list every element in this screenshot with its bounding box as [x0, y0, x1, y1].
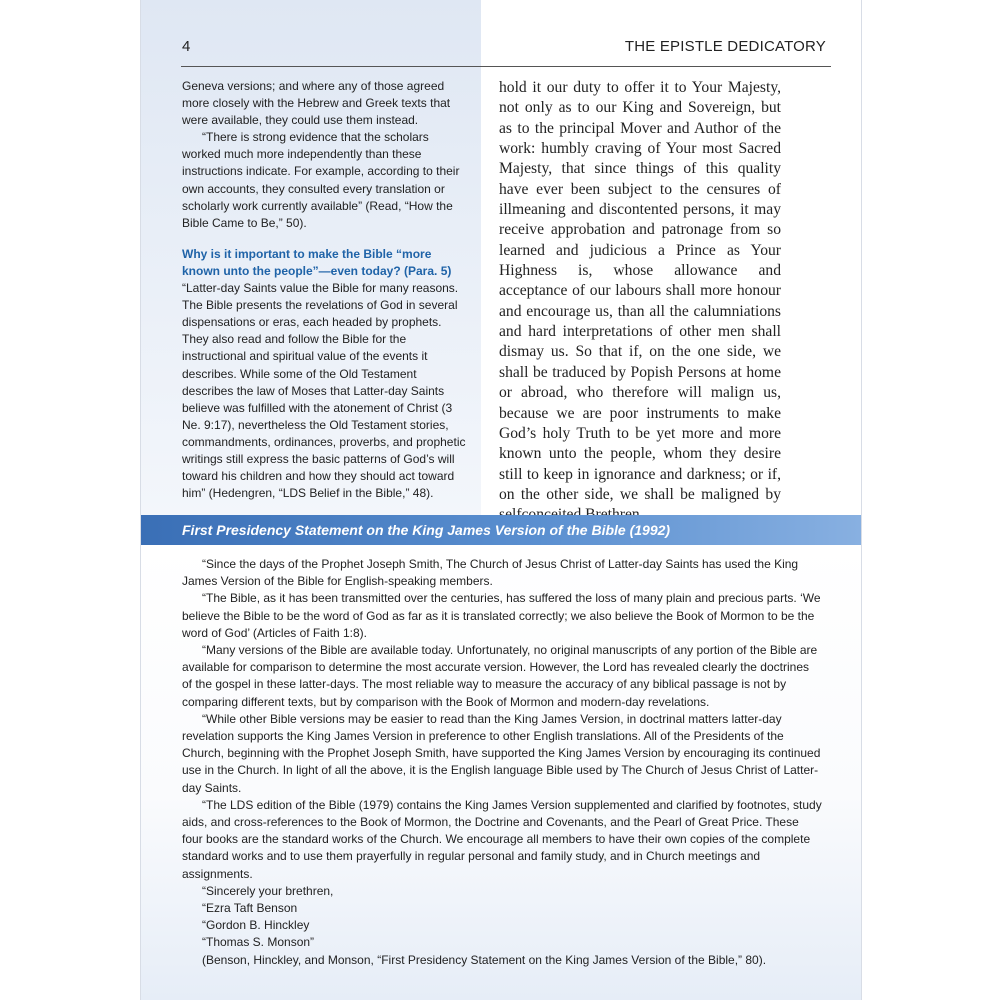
statement-title: First Presidency Statement on the King James Version of the Bible (1992) [182, 522, 671, 538]
commentary-column [182, 78, 467, 502]
running-head: THE EPISTLE DEDICATORY [624, 38, 826, 55]
commentary-question-paragraph [182, 246, 467, 502]
statement-body [182, 556, 822, 969]
question-heading: Why is it important to make the Bible “more known unto the people”—even today? (Para. 5) [182, 246, 452, 278]
statement-signature: “Ezra Taft Benson [202, 901, 298, 916]
statement-signature: “Gordon B. Hinckley [202, 918, 310, 933]
book-page [140, 0, 862, 1000]
statement-signoff: “Sincerely your brethren, [202, 883, 334, 898]
commentary-paragraph: Geneva versions; and where any of those agreed more closely with the Hebrew and Greek texts that were available, they could use them instead. [182, 79, 451, 128]
statement-paragraph: “The LDS edition of the Bible (1979) contains the King James Version supplemented and clarified by footnotes, study aids, and cross-references to the Book of Mormon, the Doctrine and Covenants, and the Pearl of Great Price. These four books are the standard works of the Church. We encourage all members to have their own copies of the complete standard works and to use them prayerfully in regular personal and family study, and in Church meetings and assignments. [182, 797, 822, 881]
statement-paragraph: “Many versions of the Bible are available today. Unfortunately, no original manuscripts of any portion of the Bible are available for comparison to determine the most accurate version. However, the Lord has revealed clearly the doctrines of the gospel in these latter-days. The most reliable way to measure the accuracy of any biblical passage is not by comparing different texts, but by comparison with the Book of Mormon and modern-day revelations. [182, 643, 818, 709]
statement-paragraph: “Since the days of the Prophet Joseph Smith, The Church of Jesus Christ of Latter-day Saints has used the King James Version of the Bible for English-speaking members. [182, 557, 799, 589]
statement-paragraph: “While other Bible versions may be easier to read than the King James Version, in doctrinal matters latter-day revelation supports the King James Version in preference to other English translations. All of the Presidents of the Church, beginning with the Prophet Joseph Smith, have supported the King James Version by encouraging its continued use in the Church. In light of all the above, it is the English language Bible used by The Church of Jesus Christ of Latter-day Saints. [182, 711, 821, 795]
scripture-text-column [499, 78, 781, 526]
statement-paragraph: “The Bible, as it has been transmitted over the centuries, has suffered the loss of many plain and precious parts. ‘We believe the Bible to be the word of God as far as it is translated correctly; we also believe the Book of Mormon to be the word of God’ (Articles of Faith 1:8). [182, 591, 821, 640]
statement-banner [141, 515, 861, 545]
epistle-text: hold it our duty to offer it to Your Majesty, not only as to our King and Sovereign, but as to the principal Mover and Author of the work: humbly craving of Your most Sacred Majesty, that since things of this quality have ever been subject to the censures of illmeaning and discontented persons, it may receive approbation and patronage from so learned and judicious a Prince as Your Highness is, whose allowance and acceptance of our labours shall more honour and encourage us, than all the calumniations and hard interpretations of other men shall dismay us. So that if, on the one side, we shall be traduced by Popish Persons at home or abroad, who therefore will malign us, because we are poor instruments to make God’s holy Truth to be yet more and more known unto the people, whom they desire still to keep in ignorance and darkness; or if, on the other side, we shall be maligned by [499, 79, 781, 503]
statement-signature: “Thomas S. Monson” [202, 935, 315, 950]
commentary-paragraph: “There is strong evidence that the scholars worked much more independently than these instructions indicate. For example, according to their own accounts, they consulted every translation or scholarly work currently available” (Read, “How the Bible Came to Be,” 50). [182, 130, 460, 230]
header-rule [181, 66, 831, 67]
question-answer: “Latter-day Saints value the Bible for many reasons. The Bible presents the revelations of God in several dispensations or eras, each headed by prophets. They also read and follow the Bible for the instructional and spiritual value of the events it describes. While some of the Old Testament describes the law of Moses that Latter-day Saints believe was fulfilled with the atonement of Christ (3 Ne. 9:17), nevertheless the Old Testament stories, commandments, ordinances, proverbs, and prophetic writings still express the basic patterns of God’s will toward his children and how they should act toward him” (Hedengren, “LDS Belief in the Bible,” 48). [182, 281, 466, 501]
page-number: 4 [182, 38, 191, 55]
paragraph-gap [182, 232, 467, 246]
statement-citation: (Benson, Hinckley, and Monson, “First Presidency Statement on the King James Version of the Bible,” 80). [202, 952, 767, 967]
